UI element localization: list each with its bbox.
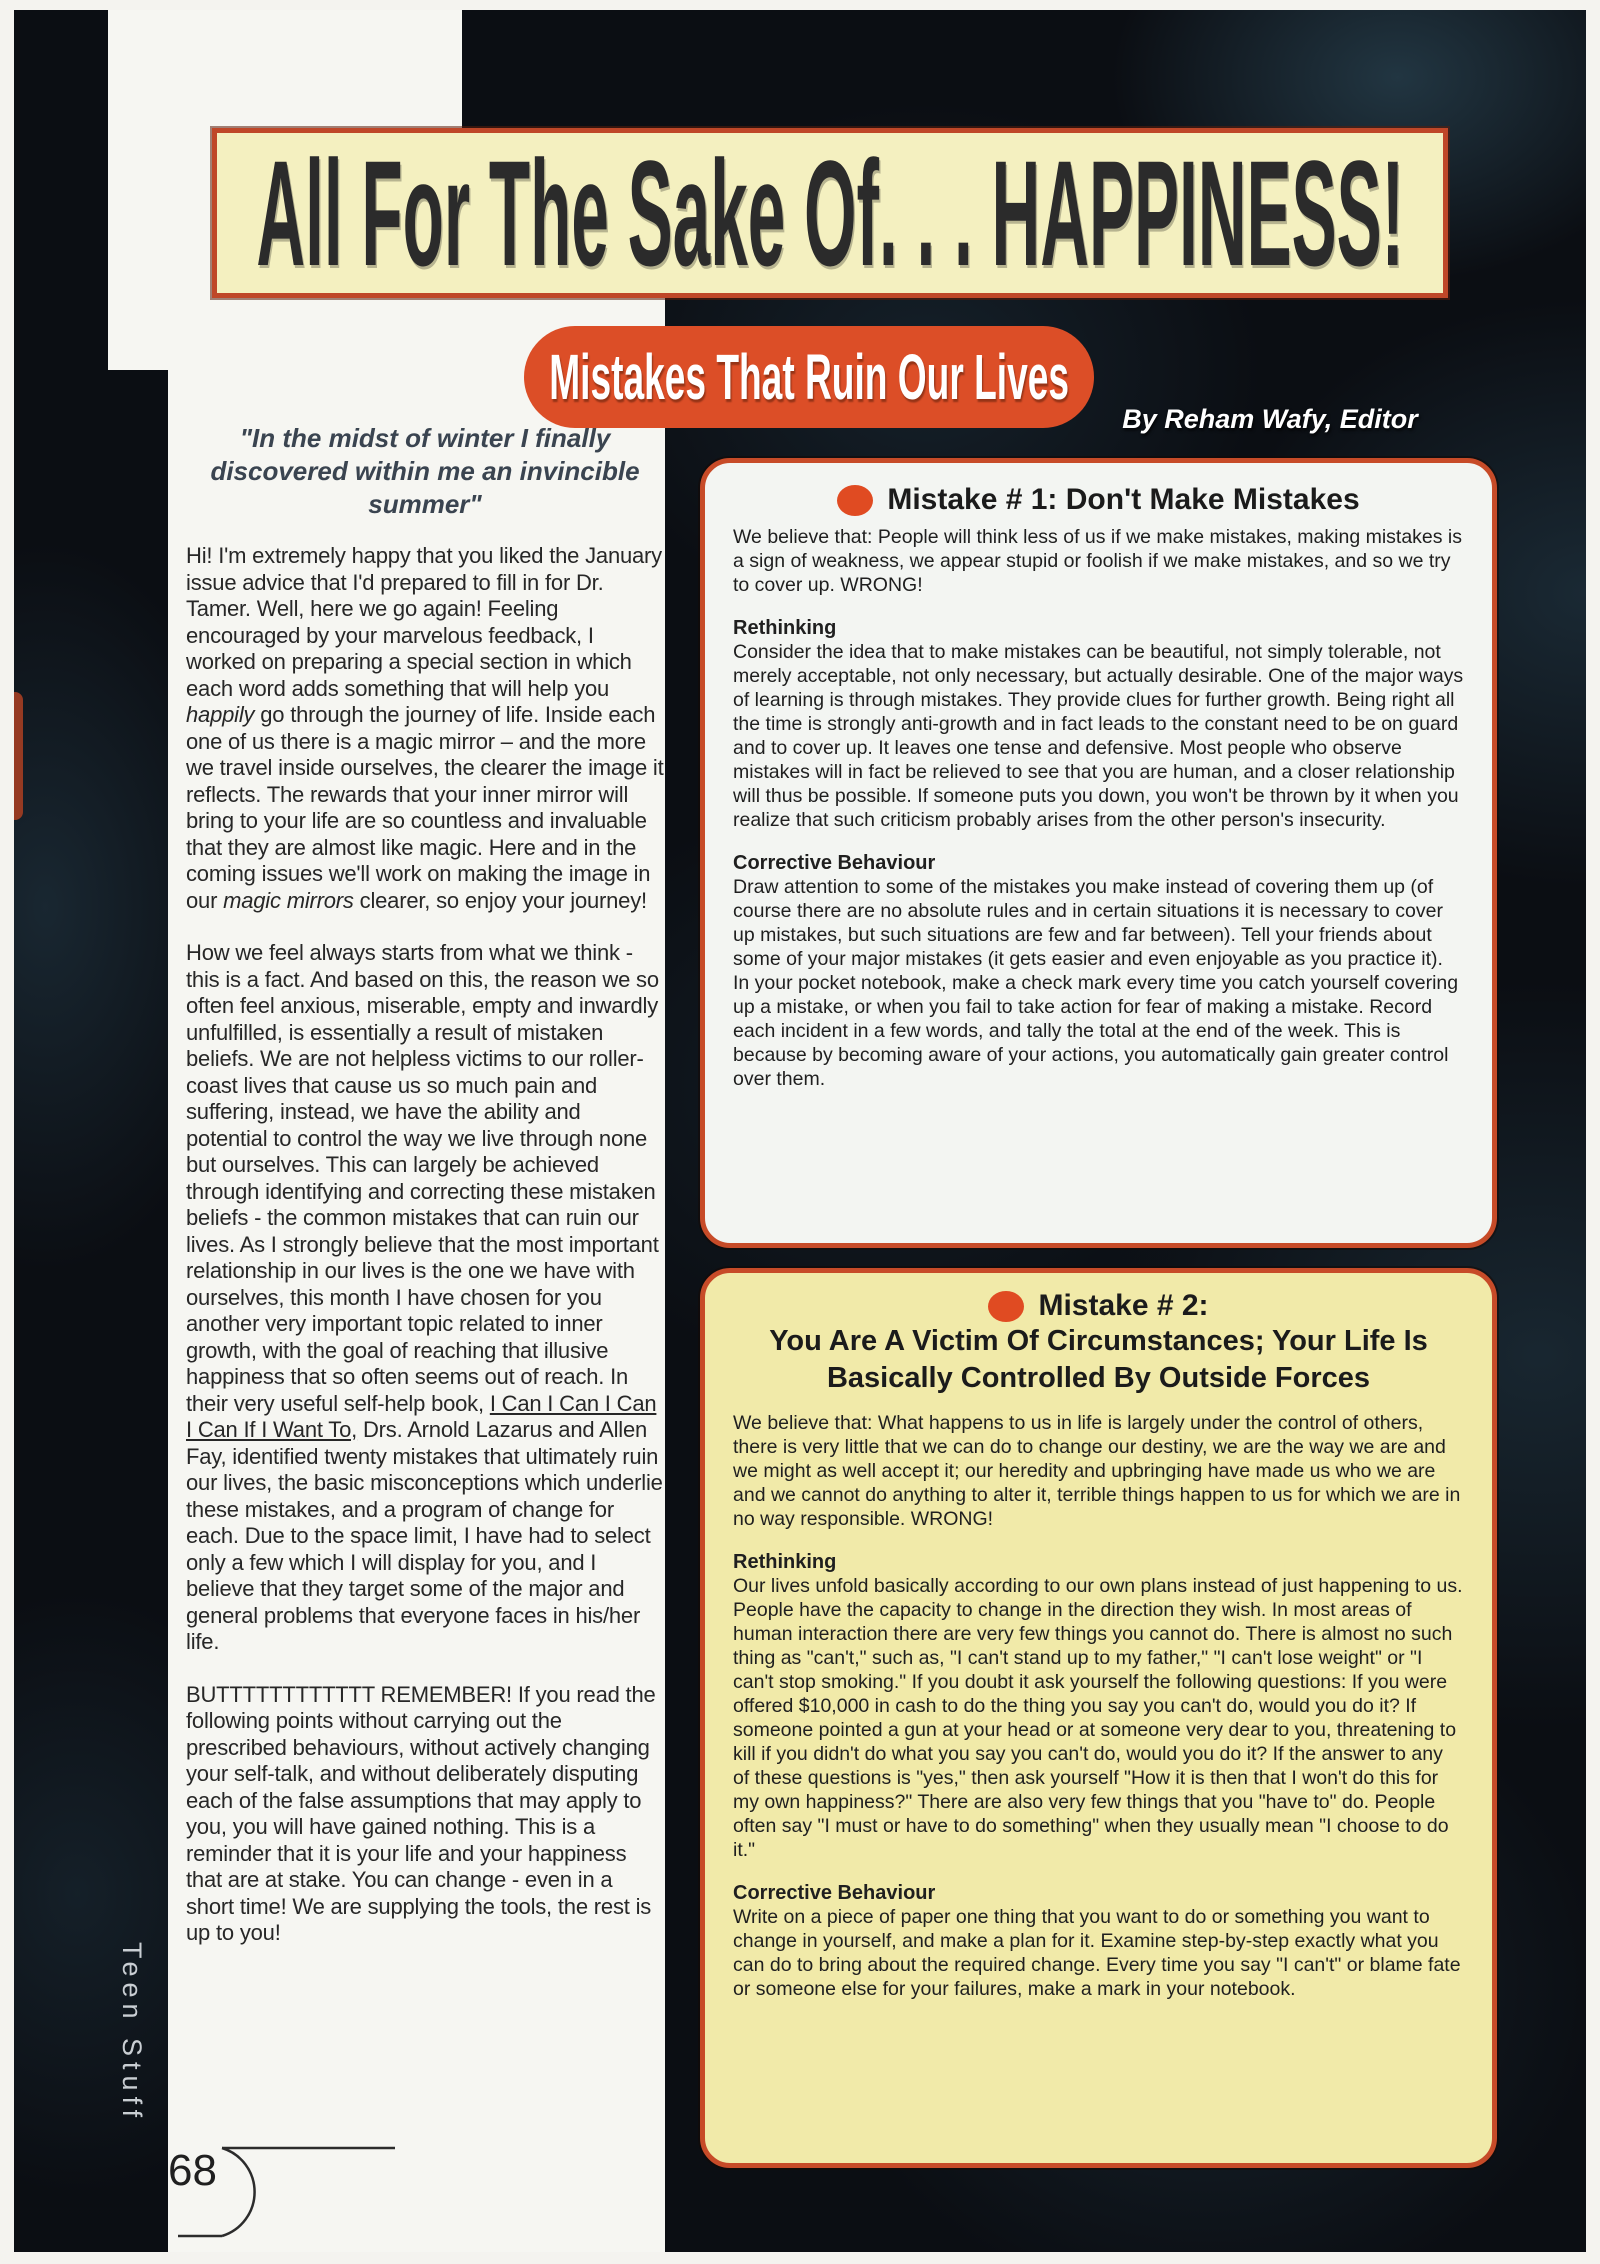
mistake1-card bbox=[700, 458, 1497, 1248]
intro-quote: "In the midst of winter I finally discovered within me an invincible summer" bbox=[210, 423, 640, 519]
mistake2-title-top: Mistake # 2: bbox=[1038, 1289, 1209, 1322]
mistake2-title-line3: Basically Controlled By Outside Forces bbox=[826, 1362, 1371, 1394]
mistake2-header bbox=[733, 1289, 1464, 1397]
mistake1-title: Mistake # 1: Don't Make Mistakes bbox=[887, 483, 1360, 516]
subtitle-text: Mistakes That Ruin Our Lives bbox=[549, 341, 1069, 413]
background-red-accent bbox=[14, 692, 23, 820]
mistake2-corrective-body: Write on a piece of paper one thing that you want to do or something you want to change in yourself, and make a plan for it. Examine step-by-step exactly what you can do to bring about the required change. Every time you say "I can't" or blame fate or someone else for your failures, make a mark in your notebook. bbox=[733, 1906, 1461, 2000]
magazine-spine-text: Teen Stuff bbox=[117, 1942, 147, 2124]
editorial-column bbox=[186, 422, 664, 1973]
mistake2-card bbox=[700, 1268, 1497, 2168]
mistake1-corrective-body: Draw attention to some of the mistakes you make instead of covering them up (of course there are no absolute rules and in certain situations it is necessary to cover up mistakes, but such situations are few and far between). Tell your friends about some of your major mistakes (it gets easier and even enjoyable as you practice it). In your pocket notebook, make a check mark every time you catch yourself covering up a mistake, or when you fail to take action for fear of making a mistake. Record each incident in a few words, and tally the total at the end of the week. This is because by becoming aware of your actions, you automatically gain greater control over them. bbox=[733, 876, 1459, 1090]
mistake1-header bbox=[733, 483, 1464, 517]
mistake1-rethinking-label: Rethinking bbox=[733, 617, 837, 639]
intro-paragraph-1: Hi! I'm extremely happy that you liked the January issue advice that I'd prepared to fill in for Dr. Tamer. Well, here we go again! Feeling encouraged by your marvelous feedback, I worked on preparing a special section in which each word adds something that will help you happily go through the journey of life. Inside each one of us there is a magic mirror – and the more we travel inside ourselves, the clearer the image it reflects. The rewards that your inner mirror will bring to your life are so countless and invaluable that they are almost like magic. Here and in the coming issues we'll work on making the image in our magic mirrors clearer, so enjoy your journey! bbox=[186, 543, 664, 913]
bullet-dot-icon bbox=[837, 485, 873, 516]
intro-paragraph-3: BUTTTTTTTTTTTT REMEMBER! If you read the following points without carrying out the prescribed behaviours, without actively changing your self-talk, and without deliberately disputing each of the false assumptions that may apply to you, you will have gained nothing. This is a reminder that it is your life and your happiness that are at stake. You can change - even in a short time! We are supplying the tools, the rest is up to you! bbox=[186, 1681, 656, 1945]
page-number: 68 bbox=[168, 2146, 217, 2195]
byline: By Reham Wafy, Editor bbox=[1122, 404, 1418, 434]
bullet-dot-icon bbox=[988, 1291, 1024, 1322]
mistake1-rethinking-body: Consider the idea that to make mistakes can be beautiful, not simply tolerable, not merely acceptable, not only necessary, but actually desirable. One of the major ways of learning is through mistakes. They provide clues for further growth. Being right all the time is strongly anti-growth and in fact leads to the constant need to be on guard and to cover up. It leaves one tense and defensive. Most people who observe mistakes will in fact be relieved to see that you are human, and a closer relationship will thus be possible. If someone puts you down, you won't be thrown by it when you realize that such criticism probably arises from the other person's insecurity. bbox=[733, 641, 1464, 831]
mistake1-corrective-label: Corrective Behaviour bbox=[733, 852, 936, 874]
mistake1-belief: We believe that: People will think less of us if we make mistakes, making mistakes is a sign of weakness, we appear stupid or foolish if we make mistakes, and so we try to cover up. WRONG! bbox=[733, 526, 1463, 596]
intro-paragraph-2: How we feel always starts from what we think - this is a fact. And based on this, the reason we so often feel anxious, miserable, empty and inwardly unfulfilled, is essentially a result of mistaken beliefs. We are not helpless victims to our roller-coast lives that cause us so much pain and suffering, instead, we have the ability and potential to control the way we live through none but ourselves. This can largely be achieved through identifying and correcting these mistaken beliefs - the common mistakes that can ruin our lives. As I strongly believe that the most important relationship in our lives is the one we have with ourselves, this month I have chosen for you another very important topic related to inner growth, with the goal of reaching that illusive happiness that so often seems out of reach. In their very useful self-help book, I Can I Can I Can I Can If I Want To, Drs. Arnold Lazarus and Allen Fay, identified twenty mistakes that ultimately ruin our lives, the basic misconceptions which underlie these mistakes, and a program of change for each. Due to the space limit, I have had to select only a few which I will display for you, and I believe that they target some of the major and general problems that everyone faces in his/her life. bbox=[186, 940, 663, 1654]
mistake2-header-top bbox=[733, 1289, 1464, 1323]
mistake2-belief: We believe that: What happens to us in life is largely under the control of others, there is very little that we can do to change our destiny, we are the way we are and we might as well accept it; our heredity and upbringing have made us who we are and we cannot do anything to alter it, terrible things happen to us for which we are in no way responsible. WRONG! bbox=[733, 1412, 1461, 1530]
mistake2-rethinking-body: Our lives unfold basically according to our own plans instead of just happening to us. People have the capacity to change in the direction they wish. In most areas of human interaction there are very few things you cannot do. There is almost no such thing as "can't," such as, "I can't stand up to my father," "I can't lose weight" or "I can't stop smoking." If you doubt it ask yourself the following questions: If you were offered $10,000 in cash to do the thing you say you can't do, would you do it? If someone pointed a gun at your head or at someone very dear to you, threatening to kill if you didn't do what you say you can't do, would you do it? If the answer to any of these questions is "yes," then ask yourself "How it is then that I won't do this for my own happiness?" There are also very few things that you "have to" do. People often say "I must or have to do something" when they usually mean "I choose to do it." bbox=[733, 1575, 1463, 1861]
subtitle-badge bbox=[524, 326, 1094, 428]
page-title: All For The Sake Of. . . HAPPINESS! bbox=[256, 129, 1404, 297]
mistake2-title-line2: You Are A Victim Of Circumstances; Your Life Is bbox=[769, 1325, 1428, 1357]
title-banner bbox=[212, 128, 1448, 298]
mistake2-rethinking-label: Rethinking bbox=[733, 1551, 837, 1573]
mistake2-corrective-label: Corrective Behaviour bbox=[733, 1882, 936, 1904]
